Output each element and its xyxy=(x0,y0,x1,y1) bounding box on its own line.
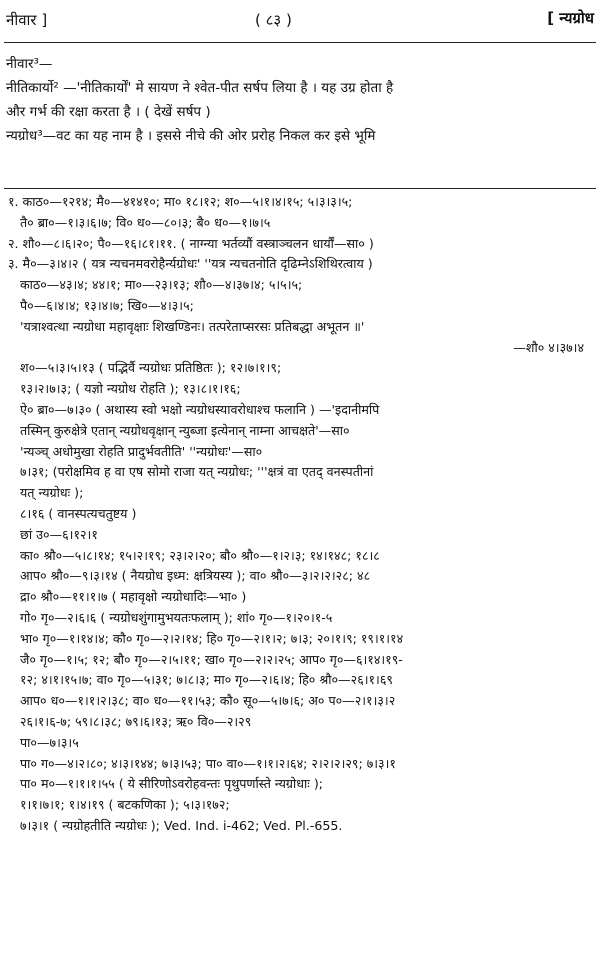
intro-text xyxy=(6,52,594,148)
page-header xyxy=(0,8,600,34)
header-rule xyxy=(4,42,596,43)
footnote-line: छां उ०—६।१२।१ xyxy=(20,526,98,542)
footnote-line: ७।३।१ ( न्यग्रोहतीति न्यग्रोधः ); Ved. Ind. i-462; Ved. Pl.-655. xyxy=(20,817,343,833)
footnote-quote: 'यत्राश्वत्था न्यग्रोधा महावृक्षाः शिखण्डिनः। तत्परेताप्सरसः प्रतिबद्धा अभूतन ॥' xyxy=(20,318,365,334)
footnote-line: पा० ग०—४।२।८०; ४।३।१४४; ७।३।५३; पा० वा०—१।१।२।६४; २।२।२।२९; ७।३।१ xyxy=(20,755,396,771)
footnote-line: जै० गृ०—१।५; १२; बौ० गृ०—२।५।११; खा० गृ०—२।२।२५; आप० गृ०—६।१४।१९- xyxy=(20,651,403,667)
footnote-line: काठ०—४३।४; ४४।१; मा०—२३।१३; शौ०—४।३७।४; ५।५।५; xyxy=(20,277,303,293)
footnote-line: का० श्रौ०—५।८।१४; १५।२।१९; २३।२।२०; बौ० श्रौ०—१।२।३; १४।१४८; १८।८ xyxy=(20,547,380,563)
footnote-line: ऐ० ब्रा०—७।३० ( अथास्य स्वो भक्षो न्यग्रोधस्यावरोधाश्च फलानि ) —'इदानीमपि xyxy=(20,401,380,417)
footnote-line: १।१।७।१; १।४।१९ ( बटकणिका ); ५।३।१७२; xyxy=(20,797,230,813)
intro-line: और गर्भ की रक्षा करता है । ( देखें सर्षप ) xyxy=(6,104,211,120)
footnote-line: तै० ब्रा०—१।३।६।७; वि० ध०—८०।३; बै० ध०—१।७।५ xyxy=(20,214,271,230)
footnote-line: 'न्यञ्च् अधोमुखा रोहति प्रादुर्भवतीति' ''न्यग्रोधः'—सा० xyxy=(20,443,263,459)
footnote-line: २. शौ०—८।६।२०; पै०—१६।८१।११. ( नाग्न्या भर्तव्यौं वस्त्राञ्चलन धार्यौं—सा० ) xyxy=(8,235,374,251)
footnote-line: १. काठ०—१२१४; मै०—४१४१०; मा० १८।१२; श०—५।१।४।१५; ५।३।३।५; xyxy=(8,194,353,209)
page-number: ( ८३ ) xyxy=(255,11,292,29)
footnote-line: ३. मै०—३।४।२ ( यत्र न्यचनमवरोहैर्न्यग्रोधः' ''यत्र न्यचतनोति दृढिम्नेऽशिथिरत्वाय ) xyxy=(8,256,373,272)
footnote-line: श०—५।३।५।१३ ( पद्भिर्वै न्यग्रोधः प्रतिष्ठितः ); १२।७।१।९; xyxy=(20,360,282,376)
footnote-line: द्रा० श्रौ०—११।१।७ ( महावृक्षो न्यग्रोधादिः—भा० ) xyxy=(20,589,247,605)
footnote-line: २६।१।६-७; ५९।८।३८; ७९।६।१३; ऋ० वि०—२।२९ xyxy=(20,713,252,729)
footnote-line: पा०—७।३।५ xyxy=(20,734,79,750)
footnote-line: गो० गृ०—२।६।६ ( न्यग्रोधशुंगामुभयतःफलाम् ); शां० गृ०—१।२०।१-५ xyxy=(20,609,333,625)
footnote-line: पा० म०—१।१।१।५५ ( ये सीरिणोऽवरोहवन्तः पृथुपर्णास्ते न्यग्रोधाः ); xyxy=(20,776,323,792)
intro-line: न्यग्रोध³—वट का यह नाम है । इससे नीचे की ओर प्ररोह निकल कर इसे भूमि xyxy=(6,128,376,144)
intro-line: नीवार³— xyxy=(6,56,53,72)
footnote-line: आप० ध०—१।१।२।३८; वा० ध०—११।५३; कौ० सू०—५।७।६; अ० प०—२।१।३।२ xyxy=(20,693,396,709)
footnote-line: भा० गृ०—१।१४।४; कौ० गृ०—२।२।१४; हि० गृ०—२।१।२; ७।३; २०।१।९; १९।१।१४ xyxy=(20,630,404,646)
intro-line: नीतिकार्यो² —'नीतिकार्यों' मे सायण ने श्वेत-पीत सर्षप लिया है । यह उग्र होता है xyxy=(6,80,394,96)
footnote-line: ८।१६ ( वानस्पत्यचतुष्टय ) xyxy=(20,505,137,521)
footnotes xyxy=(8,192,594,837)
header-right-keyword: [ न्यग्रोध xyxy=(547,9,594,27)
footnote-attribution: —शौ० ४।३७।४ xyxy=(513,339,584,355)
footnote-line: यत् न्यग्रोधः ); xyxy=(20,485,84,501)
header-left-keyword: नीवार ] xyxy=(6,11,48,29)
footnote-rule xyxy=(4,188,596,189)
footnote-line: पै०—६।४।४; १३।४।७; खि०—४।३।५; xyxy=(20,297,194,313)
footnote-line: आप० श्रौ०—९।३।१४ ( नैयग्रोध इध्म: क्षत्रियस्य ); वा० श्रौ०—३।२।२।२८; ४८ xyxy=(20,568,371,584)
footnote-line: १३।२।७।३; ( यज्ञो न्यग्रोध रोहति ); १३।८।१।१६; xyxy=(20,381,241,397)
footnote-line: १२; ४।१।१५।७; वा० गृ०—५।३१; ७।८।३; मा० गृ०—२।६।४; हि० श्रौ०—२६।१।६९ xyxy=(20,672,393,688)
footnote-line: ७।३१; (परोक्षमिव ह वा एष सोमो राजा यत् न्यग्रोधः; '''क्षत्रं वा एतद् वनस्पतीनां xyxy=(20,464,374,480)
footnote-line: तस्मिन् कुरुक्षेत्रे एतान् न्यग्रोधवृक्षान् न्युब्जा इत्येनान् नाम्ना आचक्षते'—सा० xyxy=(20,422,350,438)
